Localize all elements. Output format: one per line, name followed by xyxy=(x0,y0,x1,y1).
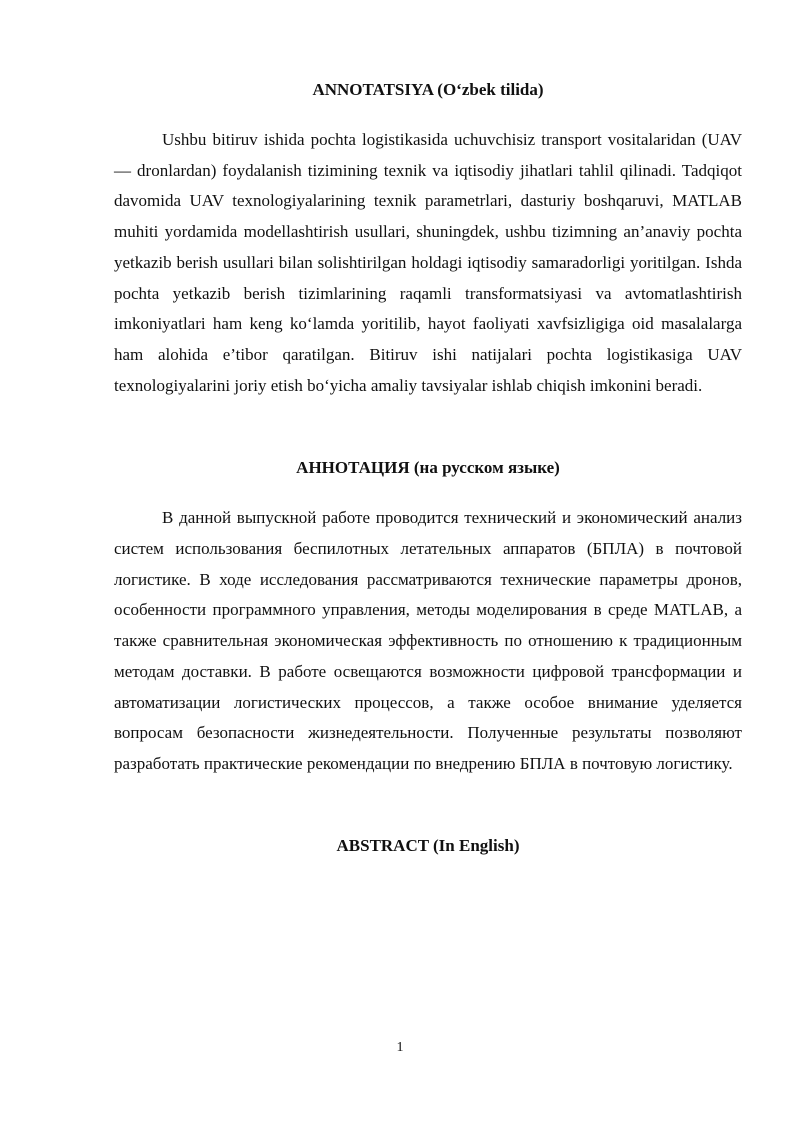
russian-annotation-text: В данной выпускной работе проводится технический и экономический анализ систем использования беспилотных летательных аппаратов (БПЛА) в почтовой логистике. В ходе исследования рассматриваются технические параметры дронов, особенности программного управления, методы моделирования в среде MATLAB, а также сравнительная экономическая эффективность по отношению к традиционным методам доставки. В работе освещаются возможности цифровой трансформации и автоматизации логистических процессов, а также особое внимание уделяется вопросам безопасности жизнедеятельности. Полученные результаты позволяют разработать практические рекомендации по внедрению БПЛА в почтовую логистику. xyxy=(114,508,742,773)
page-content xyxy=(114,78,742,858)
page-number: 1 xyxy=(396,1040,404,1055)
uzbek-annotation-heading: ANNOTATSIYA (O‘zbek tilida) xyxy=(312,80,544,99)
english-abstract-heading: ABSTRACT (In English) xyxy=(336,835,520,855)
russian-annotation-heading: АННОТАЦИЯ (на русском языке) xyxy=(296,458,560,478)
uzbek-annotation-text: Ushbu bitiruv ishida pochta logistikasida uchuvchisiz transport vositalaridan (UAV — dronlardan) foydalanish tizimining texnik va iqtisodiy jihatlari tahlil qilinadi. Tadqiqot davomida UAV texnologiyalarining texnik parametrlari, dasturiy boshqaruvi, MATLAB muhiti yordamida modellashtirish usullari, shuningdek, ushbu tizimning an’anaviy pochta yetkazib berish usullari bilan solishtirilgan holdagi iqtisodiy samaradorligi yoritilgan. Ishda pochta yetkazib berish tizimlarining raqamli transformatsiyasi va avtomatlashtirish imkoniyatlari ham keng ko‘lamda yoritilib, hayot faoliyati xavfsizligiga oid masalalarga ham alohida e’tibor qaratilgan. Bitiruv ishi natijalari pochta logistikasiga UAV texnologiyalarini joriy etish bo‘yicha amaliy tavsiyalar ishlab chiqish imkonini beradi. xyxy=(114,130,742,395)
